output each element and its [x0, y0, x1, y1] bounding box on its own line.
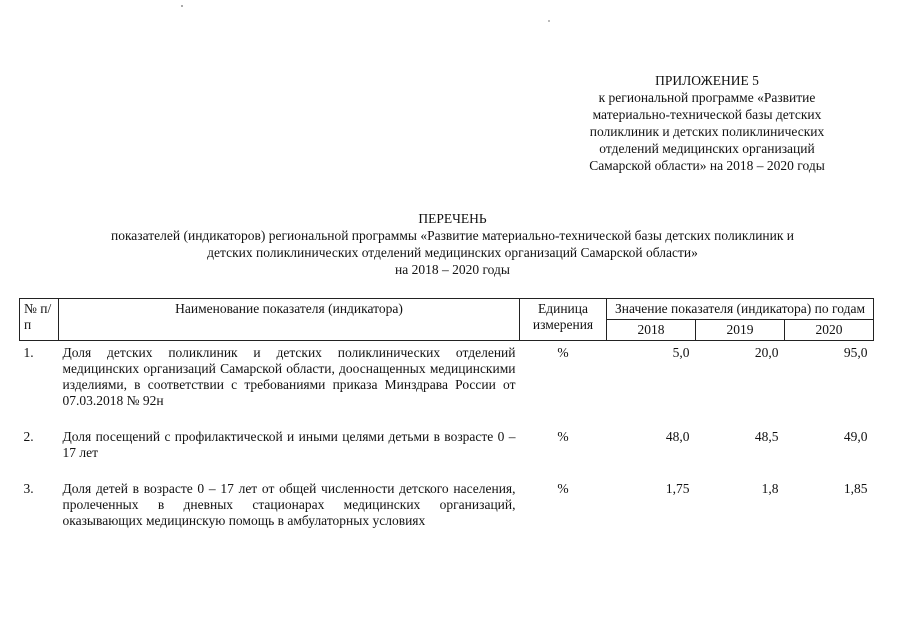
header-unit: Единица измерения	[520, 299, 607, 341]
title-heading: ПЕРЕЧЕНЬ	[418, 211, 487, 226]
scan-speck	[548, 20, 550, 22]
appendix-heading: ПРИЛОЖЕНИЕ 5	[655, 73, 759, 88]
table-row	[20, 477, 874, 531]
header-name: Наименование показателя (индикатора)	[59, 299, 520, 341]
header-value: Значение показателя (индикатора) по годам	[607, 299, 874, 320]
row-name: Доля детей в возрасте 0 – 17 лет от общей численности детского населения, пролеченных в дневных стационарах медицинских организаций, оказывающих медицинскую помощь в амбулаторных условиях	[62, 481, 516, 528]
title-line: показателей (индикаторов) региональной программы «Развитие материально-технической базы детских поликлиник и	[110, 228, 795, 243]
title-line: детских поликлинических отделений медицинских организаций Самарской области»	[207, 245, 698, 260]
appendix-line: отделений медицинских организаций	[599, 141, 815, 156]
document-title	[30, 210, 875, 278]
scan-speck	[181, 5, 183, 7]
header-year: 2019	[696, 320, 785, 341]
appendix-line: поликлиник и детских поликлинических	[589, 124, 825, 139]
row-unit: %	[557, 481, 569, 496]
appendix-line: к региональной программе «Развитие	[598, 90, 816, 105]
row-value-2019: 20,0	[754, 345, 779, 360]
row-value-2020: 1,85	[843, 481, 868, 496]
indicators-table	[19, 298, 874, 531]
row-num: 3.	[23, 481, 34, 496]
table-row	[20, 341, 874, 412]
row-num: 1.	[23, 345, 34, 360]
row-name: Доля детских поликлиник и детских поликлинических отделений медицинских организаций Самарской области, дооснащенных медицинскими изделиями, в соответствии с требованиями приказа Минздрава России от 07.03.2018 № 92н	[62, 345, 516, 408]
row-num: 2.	[23, 429, 34, 444]
row-value-2018: 48,0	[665, 429, 690, 444]
appendix-block	[547, 72, 867, 174]
row-value-2020: 95,0	[843, 345, 868, 360]
row-unit: %	[557, 429, 569, 444]
row-value-2019: 48,5	[754, 429, 779, 444]
row-value-2018: 5,0	[672, 345, 690, 360]
header-year: 2018	[607, 320, 696, 341]
row-value-2020: 49,0	[843, 429, 868, 444]
table-row	[20, 425, 874, 463]
row-value-2018: 1,75	[665, 481, 690, 496]
row-unit: %	[557, 345, 569, 360]
appendix-line: материально-технической базы детских	[592, 107, 822, 122]
row-name: Доля посещений с профилактической и иными целями детьми в возрасте 0 –17 лет	[62, 429, 516, 460]
appendix-line: Самарской области» на 2018 – 2020 годы	[589, 158, 825, 173]
header-num: № п/п	[20, 299, 59, 341]
title-line: на 2018 – 2020 годы	[395, 262, 510, 277]
row-value-2019: 1,8	[761, 481, 779, 496]
header-year: 2020	[785, 320, 874, 341]
